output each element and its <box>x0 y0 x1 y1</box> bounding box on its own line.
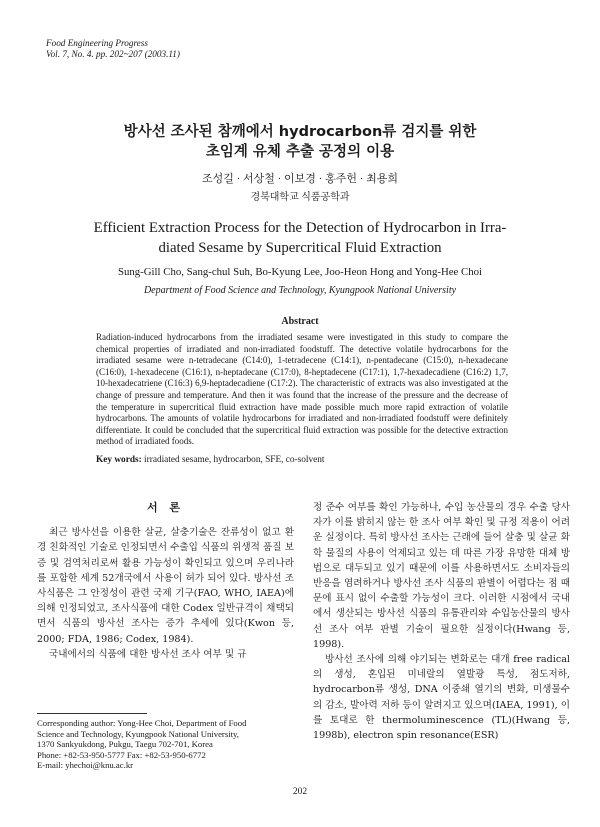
correspondence-line4: Phone: +82-53-950-5777 Fax: +82-53-950-6772 <box>37 749 206 760</box>
keywords <box>96 455 508 465</box>
korean-title <box>0 122 600 162</box>
korean-title-line1: 방사선 조사된 참깨에서 hydrocarbon류 검지를 위한 <box>123 124 477 140</box>
english-affiliation: Department of Food Science and Technology, Kyungpook National University <box>143 285 457 296</box>
keywords-label: Key words: <box>96 455 142 465</box>
keywords-list: irradiated sesame, hydrocarbon, SFE, co-solvent <box>144 455 325 465</box>
abstract-heading: Abstract <box>281 316 319 327</box>
korean-authors: 조성길 · 서상철 · 이보경 · 홍주헌 · 최용희 <box>201 173 399 185</box>
right-column <box>313 500 570 743</box>
footnote-divider <box>37 713 147 714</box>
page-number: 202 <box>292 787 308 797</box>
journal-name: Food Engineering Progress <box>46 38 148 48</box>
english-title-line1: Efficient Extraction Process for the Detection of Hydrocarbon in Irra- <box>93 220 507 236</box>
left-column <box>37 500 294 662</box>
english-authors: Sung-Gill Cho, Sang-chul Suh, Bo-Kyung Lee, Joo-Heon Hong and Yong-Hee Choi <box>117 266 483 278</box>
abstract-text: Radiation-induced hydrocarbons from the irradiated sesame were investigated in this study to compare the chemical properties of irradiated and non-irradiated foodstuff. The detective volatile hydrocarbons for the irradiated sesame were n-tetradecane (C14:0), 1-tetradecene (C14:1), n-pentadecane (C15:0), n-hexadecane (C16:0), 1-hexadecene (C16:1), n-heptadecane (C17:0), 8-heptadecene (C17:1), 1,7-hexadecadiene (C16:2) 1,7, 10-hexadecatriene (C16:3) 6,9-heptadecadiene (C17:2). The characteristic of extracts was also investigated at the change of pressure and temperature. And then it was found that the increase of the pressure and the decrease of the temperature in supercritical fluid extraction have made possible much more rapid extraction of volatile hydrocarbons. The amounts of volatile hydrocarbons for irradiated and non-irradiated foodstuff were definitely differentiate. It could be concluded that the supercritical fluid extraction was possible for the detective extraction method of irradiated foods. <box>96 332 508 447</box>
correspondence-line3: 1370 Sankyukdong, Pukgu, Taegu 702-701, Korea <box>37 739 213 750</box>
correspondence-line2: Science and Technology, Kyungpook National University, <box>37 728 239 739</box>
korean-affiliation: 경북대학교 식품공학과 <box>250 192 350 203</box>
english-title-line2: diated Sesame by Supercritical Fluid Extraction <box>158 240 442 256</box>
section-heading-introduction: 서 론 <box>146 501 185 514</box>
left-paragraph-2: 국내에서의 식품에 대한 방사선 조사 여부 및 규 <box>49 648 247 660</box>
right-paragraph-1: 정 준수 여부를 확인 가능하나, 수입 농산물의 경우 수출 당사자가 이를 밝히지 않는 한 조사 여부 확인 및 규정 적용이 어려운 실정이다. 특히 방사선 조사는 근래에 들어 살충 및 살균 화학 물질의 사용이 억제되고 있는 데 따른 가장 유망한 대체 방법으로 대두되고 있기 때문에 이를 사용하면서도 소비자들의 반응을 염려하거나 방사선 조사 식품의 판별이 어렵다는 점 때문에 표시 없이 수출할 가능성이 크다. 이러한 시점에서 국내에서 생산되는 방사선 식품의 유통관리와 수입농산물의 방사선 조사 여부 판별 기술이 필요한 실정이다(Hwang 등, 1998). <box>313 502 570 650</box>
left-paragraph-1: 최근 방사선을 이용한 살균, 살충기술은 잔류성이 없고 환경 친화적인 기술로 인정되면서 수출입 식품의 위생적 품질 보증 및 검역처리로써 활용 가능성이 확인되고 있으며 우리나라를 포함한 세계 52개국에서 사용이 허가 되어 있다. 방사선 조사식품은 그 안정성이 관련 국제 기구(FAO, WHO, IAEA)에 의해 인정되었고, 조사식품에 대한 Codex 일반규격이 채택되면서 식품의 방사선 조사는 증가 추세에 있다(Kwon 등, 2000; FDA, 1986; Codex, 1984). <box>37 527 294 645</box>
journal-volume: Vol. 7, No. 4. pp. 202~207 (2003.11) <box>46 49 180 59</box>
correspondence-email: E-mail: yhechoi@knu.ac.kr <box>37 760 134 771</box>
correspondence-footnote <box>37 718 297 771</box>
korean-title-line2: 초임계 유체 추출 공정의 이용 <box>205 144 395 160</box>
english-title <box>90 218 510 258</box>
correspondence-line1: Corresponding author: Yong-Hee Choi, Department of Food <box>37 718 247 728</box>
journal-header <box>46 38 180 60</box>
right-paragraph-2: 방사선 조사에 의해 야기되는 변화로는 대개 free radical의 생성, 혼입된 미네랄의 열발광 특성, 점도저하, hydrocarbon류 생성, DNA 이중쇄 열기의 변화, 미생물수의 감소, 발아력 저하 등이 알려지고 있으며(IAEA, 1991), 이를 토대로 한 thermoluminescence (TL)(Hwang 등, 1998b), electron spin resonance(ESR) <box>313 654 570 742</box>
